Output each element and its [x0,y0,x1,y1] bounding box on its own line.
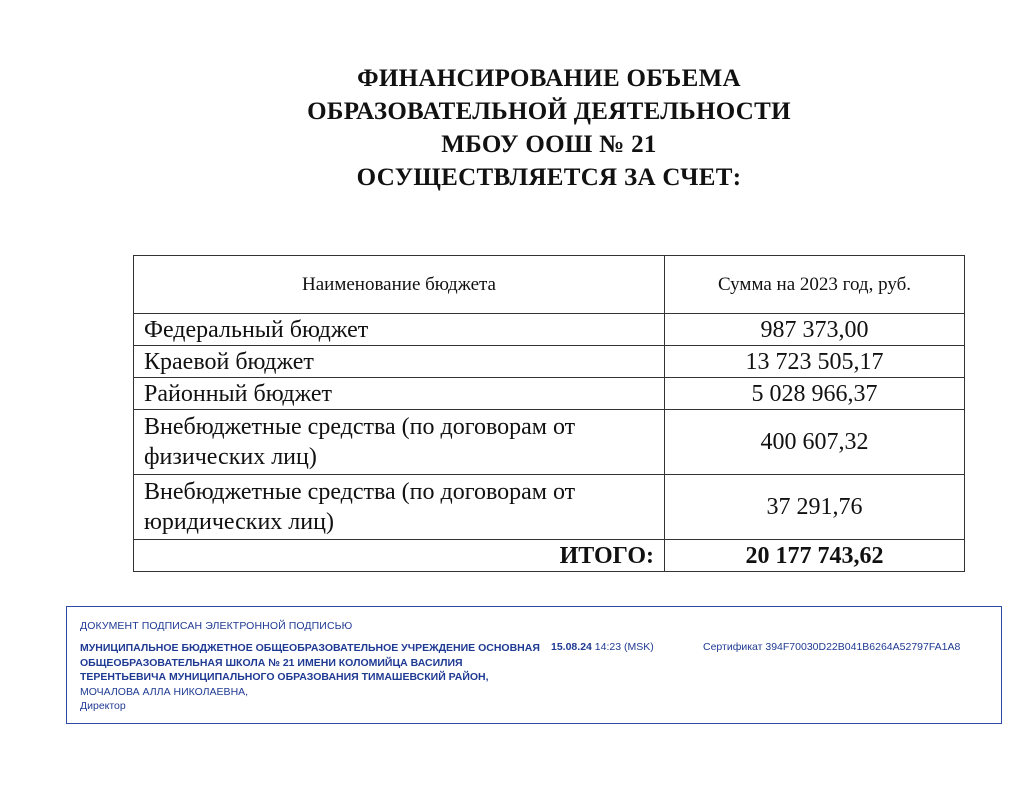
title-line-3: МБОУ ООШ № 21 [441,131,657,158]
budget-name-cell: Федеральный бюджет [134,314,665,346]
signature-datetime [551,641,654,653]
signature-date: 15.08.24 [551,641,592,653]
column-header-name: Наименование бюджета [134,256,665,314]
table-row [134,378,965,410]
budget-name-cell: Внебюджетные средства (по договорам от юридических лиц) [134,475,665,540]
budget-amount-cell: 987 373,00 [665,314,965,346]
signer-position: Директор [80,700,126,712]
signature-time: 14:23 (MSK) [594,641,654,653]
budget-amount-cell: 400 607,32 [665,410,965,475]
signature-header: ДОКУМЕНТ ПОДПИСАН ЭЛЕКТРОННОЙ ПОДПИСЬЮ [80,620,353,632]
signature-organization [80,641,550,714]
budget-name-cell: Районный бюджет [134,378,665,410]
total-row [134,540,965,572]
title-line-2: ОБРАЗОВАТЕЛЬНОЙ ДЕЯТЕЛЬНОСТИ [307,98,791,125]
budget-name-cell: Внебюджетные средства (по договорам от физических лиц) [134,410,665,475]
budget-amount-cell: 37 291,76 [665,475,965,540]
column-header-amount: Сумма на 2023 год, руб. [665,256,965,314]
table-row [134,314,965,346]
title-line-4: ОСУЩЕСТВЛЯЕТСЯ ЗА СЧЕТ: [356,164,742,191]
total-amount: 20 177 743,62 [665,540,965,572]
table-row [134,346,965,378]
document-title [0,62,1024,194]
table-row [134,410,965,475]
table-row [134,475,965,540]
budget-amount-cell: 5 028 966,37 [665,378,965,410]
title-line-1: ФИНАНСИРОВАНИЕ ОБЪЕМА [357,65,741,92]
total-label: ИТОГО: [134,540,665,572]
organization-name: МУНИЦИПАЛЬНОЕ БЮДЖЕТНОЕ ОБЩЕОБРАЗОВАТЕЛЬНОЕ УЧРЕЖДЕНИЕ ОСНОВНАЯ ОБЩЕОБРАЗОВАТЕЛЬНАЯ ШКОЛА № 21 ИМЕНИ КОЛОМИЙЦА ВАСИЛИЯ ТЕРЕНТЬЕВИЧА МУНИЦИПАЛЬНОГО ОБРАЗОВАНИЯ ТИМАШЕВСКИЙ РАЙОН, [80,642,540,683]
budget-table [133,255,965,572]
signer-name: МОЧАЛОВА АЛЛА НИКОЛАЕВНА, [80,685,249,698]
table-header-row [134,256,965,314]
electronic-signature-stamp [66,606,1002,724]
signature-certificate: Сертификат 394F70030D22B041B6264A52797FA1A8 [703,641,961,653]
budget-amount-cell: 13 723 505,17 [665,346,965,378]
budget-name-cell: Краевой бюджет [134,346,665,378]
